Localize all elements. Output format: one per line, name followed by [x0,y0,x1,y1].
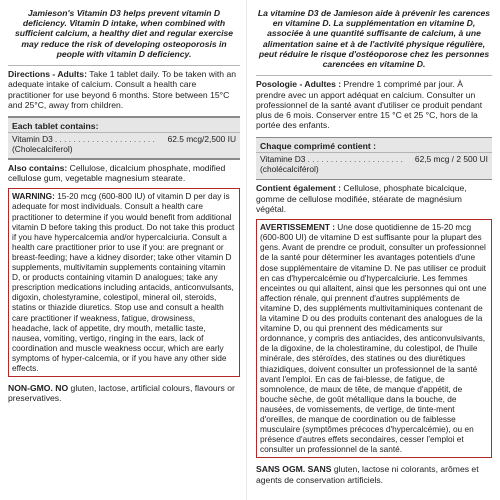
ingredient-amount: 62.5 mcg/2,500 IU [167,133,236,144]
directions-fr [256,79,492,130]
non-gmo-statement-fr [256,464,492,485]
also-contains-label: Also contains: [8,162,68,173]
ingredient-sub-fr: (cholécalciférol) [260,164,319,174]
warning-text-fr: Une dose quotidienne de 15-20 mcg (600-800 UI) de vitamine D est suffisante pour la plupart des gens. Avant de prendre ce produit, consulter un professionnel de la santé pour déterminer les avantages potentiels d'une dose supplémentaire de vitamine D. Ne pas utiliser ce produit en cas d'hypercalcémie ou d'hypercalciurie. Les femmes enceintes ou qui allaitent, ainsi que les personnes qui ont une affection rénale, qui prennent d'autres suppléments de vitamine D, des suppléments multivitaminiques contenant de la vitamine D ou des produits contenant des analogues de la vitamine D, ou qui prennent des médicaments sur ordonnance, y compris des antiacides, des anticonvulsivants, de la digoxine, de la cholestiramine, du colestipol, de l'huile minérale, des stéroïdes, des statines ou des diurétiques thiazidiques, doivent consulter un professionnel de la santé avant l'emploi. En cas de fai-blesse, de fatigue, de somnolence, de maux de tête, de manque d'appétit, de bouche sèche, de goût métallique dans la bouche, de nausées, de vomissements, de vertige, de tinte-ment d'oreilles, de manque de coordination ou de faiblesse musculaire (symptômes précoces d'hypercalcémie), ou en présence d'autres effets secondaires, cesser l'emploi et consulter un professionnel de la santé. [260,222,487,455]
product-claim: Jamieson's Vitamin D3 helps prevent vitamin D deficiency. Vitamin D intake, when combined with sufficient calcium, a healthy diet and regular exercise may reduce the risk of developing osteoporosis in people with vitamin D deficiency. [14,8,234,59]
also-contains-text: Cellulose, dicalcium phosphate, modified cellulose gum, vegetable magnesium stearate. [8,162,226,184]
directions-text-fr: Prendre 1 comprimé par jour. À prendre avec un apport adéquat en calcium. Consulter un professionnel de la santé avant d'utiliser ce produit pendant plus de 6 mois. Conserver entre 15 °C et 25 °C, hors de la portée des enfants. [256,79,483,131]
warning-text: 15-20 mcg (600-800 IU) of vitamin D per day is adequate for most individuals. Consult a health care practitioner to determine if you would benefit from additional vitamin D before taking this product. Do not take this product if you have hypercalcemia and/or hypercalciuria. Consult a health care practitioner prior to use if you: are pregnant or breast-feeding; have a kidney disorder; take other vitamin D supplements, multivitamin supplements containing vitamin D, or products containing vitamin D analogues; take any prescription medications including antacids, anticonvulsants, digoxin, cholestyramine, colestipol, mineral oil, steroids, statins or thiazide diuretics. Stop use and consult a health care practitioner if weakness, fatigue, drowsiness, headache, lack of appetite, dry mouth, metallic taste, nausea, vomiting, vertigo, ringing in the ears, lack of coordination and muscle weakness occur, which are early symptoms of hyper-calcemia, or if you have any other side effects. [12,191,235,373]
non-gmo-label: NON-GMO. NO [8,383,69,394]
column-divider [246,0,247,500]
divider [8,158,240,160]
also-contains [8,163,240,184]
warning-box [8,188,240,377]
warning-label-fr: AVERTISSEMENT : [260,222,335,233]
directions-label: Directions - Adults: [8,69,87,80]
directions-label-fr: Posologie - Adultes : [256,79,342,90]
product-claim-fr: La vitamine D3 de Jamieson aide à prévenir les carences en vitamine D. La supplémentation en vitamine D, associée à une quantité suffisante de calcium, à une alimentation saine et à de l'activité physique régulière, peut réduire le risque d'ostéoporose chez les personnes carencées en vitamine D. [257,8,491,70]
non-gmo-label-fr: SANS OGM. SANS [256,464,332,475]
ingredient-dots-fr: . . . . . . . . . . . . . . . . . . . . . [307,155,403,165]
ingredient-table [8,133,240,159]
directions [8,69,240,110]
non-gmo-text: gluten, lactose, artificial colours, flavours or preservatives. [8,383,235,404]
ingredient-table-fr [256,153,492,179]
also-contains-fr [256,183,492,214]
ingredient-sub: (Cholecalciferol) [12,143,73,154]
ingredient-name-fr: Vitamine D3 [260,154,306,165]
non-gmo-statement [8,383,240,404]
divider [8,65,240,66]
also-contains-text-fr: Cellulose, phosphate bicalcique, gomme de cellulose modifiée, stéarate de magnésium végétal. [256,183,467,214]
ingredient-amount-fr: 62,5 mcg / 2 500 UI [414,154,488,165]
warning-label: WARNING: [12,191,55,202]
each-tablet-label: Each tablet contains: [8,118,240,132]
french-column [252,0,496,485]
divider [256,75,492,76]
also-contains-label-fr: Contient également : [256,183,341,194]
divider [256,179,492,181]
ingredient-name: Vitamin D3 [12,133,53,144]
english-column [4,0,244,404]
warning-box-fr [256,219,492,458]
directions-text: Take 1 tablet daily. To be taken with an adequate intake of calcium. Consult a health care practitioner for use beyond 6 months. Store between 15°C and 25°C, away from children. [8,69,237,110]
each-tablet-label-fr: Chaque comprimé contient : [256,138,492,152]
non-gmo-text-fr: gluten, lactose ni colorants, arômes et agents de conservation artificiels. [256,464,479,485]
ingredient-dots: . . . . . . . . . . . . . . . . . . . . . . [54,134,155,144]
